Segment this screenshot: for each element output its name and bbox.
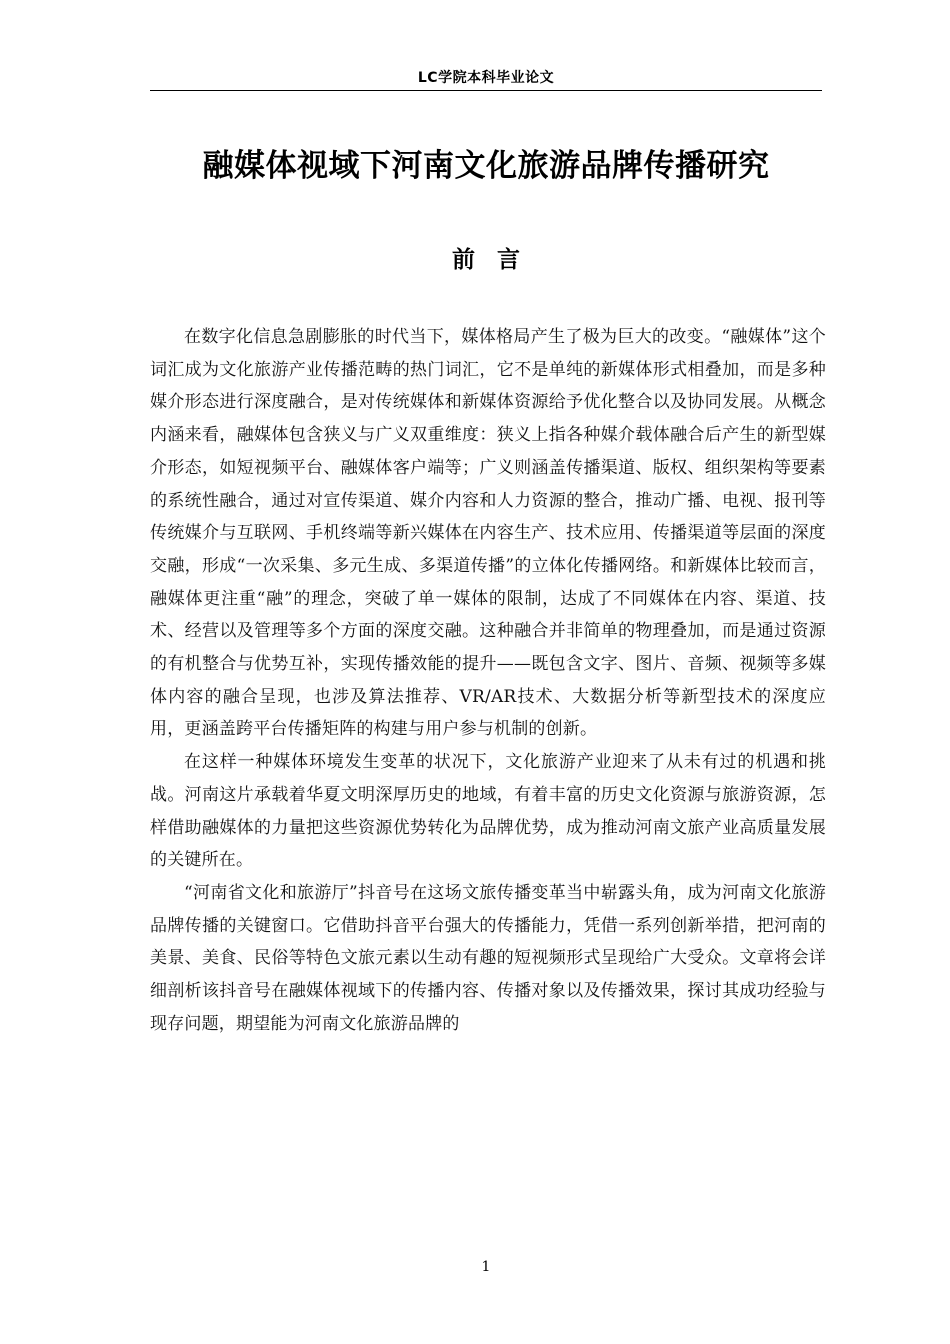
paragraph-3: “河南省文化和旅游厅”抖音号在这场文旅传播变革当中崭露头角，成为河南文化旅游品牌传播的关键窗口。它借助抖音平台强大的传播能力，凭借一系列创新举措，把河南的美景、美食、民俗等特色文旅元素以生动有趣的短视频形式呈现给广大受众。文章将会详细剖析该抖音号在融媒体视域下的传播内容、传播对象以及传播效果，探讨其成功经验与现存问题，期望能为河南文化旅游品牌的 (150, 882, 826, 1034)
page-number: 1 (481, 1259, 491, 1275)
paragraph-2: 在这样一种媒体环境发生变革的状况下，文化旅游产业迎来了从未有过的机遇和挑战。河南这片承载着华夏文明深厚历史的地域，有着丰富的历史文化资源与旅游资源，怎样借助融媒体的力量把这些资源优势转化为品牌优势，成为推动河南文旅产业高质量发展的关键所在。 (150, 752, 826, 871)
section-heading: 前言 (452, 247, 542, 273)
body-text (150, 321, 826, 1040)
paragraph-1: 在数字化信息急剧膨胀的时代当下，媒体格局产生了极为巨大的改变。“融媒体”这个词汇成为文化旅游产业传播范畴的热门词汇，它不是单纯的新媒体形式相叠加，而是多种媒介形态进行深度融合，是对传统媒体和新媒体资源给予优化整合以及协同发展。从概念内涵来看，融媒体包含狭义与广义双重维度：狭义上指各种媒介载体融合后产生的新型媒介形态，如短视频平台、融媒体客户端等；广义则涵盖传播渠道、版权、组织架构等要素的系统性融合，通过对宣传渠道、媒介内容和人力资源的整合，推动广播、电视、报刊等传统媒介与互联网、手机终端等新兴媒体在内容生产、技术应用、传播渠道等层面的深度交融，形成“一次采集、多元生成、多渠道传播”的立体化传播网络。和新媒体比较而言，融媒体更注重“融”的理念，突破了单一媒体的限制，达成了不同媒体在内容、渠道、技术、经营以及管理等多个方面的深度交融。这种融合并非简单的物理叠加，而是通过资源的有机整合与优势互补，实现传播效能的提升——既包含文字、图片、音频、视频等多媒体内容的融合呈现，也涉及算法推荐、VR/AR技术、大数据分析等新型技术的深度应用，更涵盖跨平台传播矩阵的构建与用户参与机制的创新。 (150, 327, 826, 740)
running-header: LC学院本科毕业论文 (417, 70, 555, 86)
document-title: 融媒体视域下河南文化旅游品牌传播研究 (202, 148, 770, 184)
header-divider (150, 90, 822, 91)
